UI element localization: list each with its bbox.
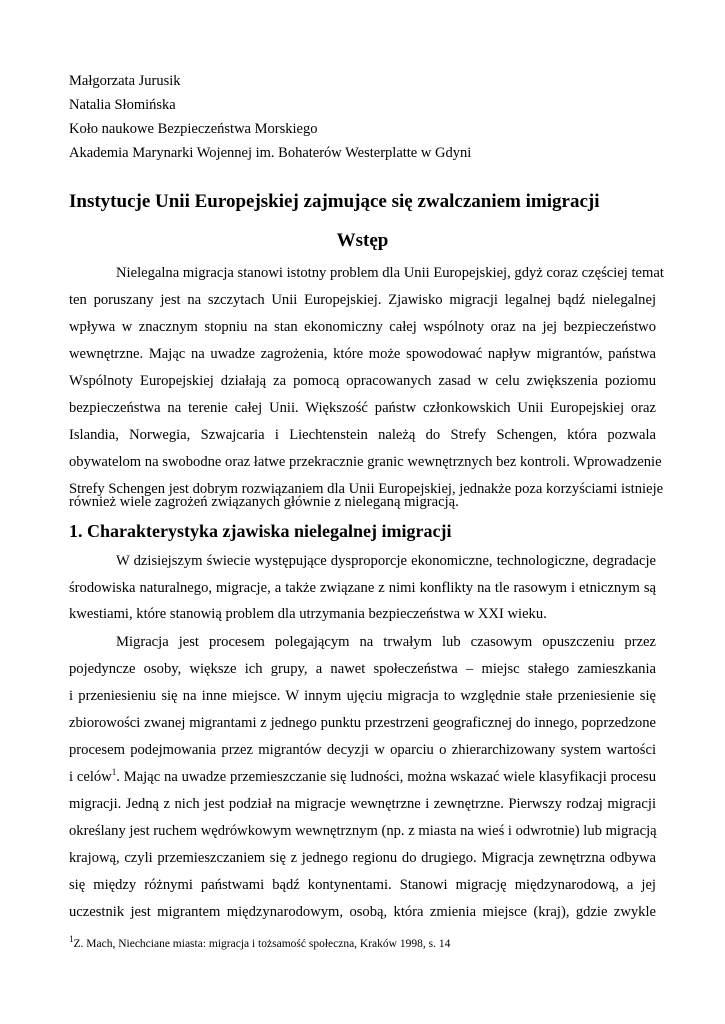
paragraph-line: obywatelom na swobodne oraz łatwe przekracznie granic wewnętrznych bez kontroli. Wprowadzenie	[69, 454, 662, 470]
paragraph-line: uczestnik jest migrantem międzynarodowym, osobą, która zmienia miejsce (kraj), gdzie zwykle	[69, 904, 656, 920]
footnote-text: Z. Mach, Niechciane miasta: migracja i tożsamość społeczna, Kraków 1998, s. 14	[73, 938, 451, 950]
intro-heading: Wstęp	[336, 230, 389, 251]
paragraph-line: Strefy Schengen jest dobrym rozwiązaniem dla Unii Europejskiej, jednakże poza korzyściami istnieje	[69, 481, 664, 497]
paragraph-line: procesem podejmowania przez migrantów decyzji w oparciu o zhierarchizowany system wartości	[69, 742, 656, 758]
document-title: Instytucje Unii Europejskiej zajmujące się zwalczaniem imigracji	[69, 191, 600, 212]
paragraph-line: migracji. Jedną z nich jest podział na migracje wewnętrzne i zewnętrzne. Pierwszy rodzaj migracji	[69, 796, 656, 812]
paragraph-line: W dzisiejszym świecie występujące dysproporcje ekonomiczne, technologiczne, degradacje	[116, 553, 656, 569]
affiliation-club: Koło naukowe Bezpieczeństwa Morskiego	[69, 121, 318, 137]
paragraph-line: również wiele zagrożeń związanych głównie z nieleganą migracją.	[69, 494, 459, 510]
paragraph-line: wewnętrzne. Mając na uwadze zagrożenia, które może spowodować napływ migrantów, państwa	[69, 346, 656, 362]
paragraph-line: krajową, czyli przemieszczaniem się z jednego regionu do drugiego. Migracja zewnętrzna odbywa	[69, 850, 656, 866]
paragraph-line: środowiska naturalnego, migracje, a także związane z nimi konflikty na tle rasowym i etnicznym są	[69, 580, 656, 596]
footnote	[69, 934, 451, 950]
paragraph-line: i przeniesieniu się na inne miejsce. W innym ujęciu migracja to względnie stałe przeniesienie się	[69, 688, 656, 704]
paragraph-line: kwestiami, które stanowią problem dla utrzymania bezpieczeństwa w XXI wieku.	[69, 606, 547, 622]
affiliation-academy: Akademia Marynarki Wojennej im. Bohaterów Westerplatte w Gdyni	[69, 145, 472, 161]
paragraph-line-with-footnote-ref	[69, 767, 656, 787]
paragraph-line: bezpieczeństwa na terenie całej Unii. Większość państw członkowskich Unii Europejskiej oraz	[69, 400, 656, 416]
footnote-ref[interactable]: 1	[111, 767, 117, 778]
line-text-before-ref: i celów	[69, 769, 112, 785]
author-name-2: Natalia Słomińska	[69, 97, 176, 113]
section-heading: 1. Charakterystyka zjawiska nielegalnej imigracji	[69, 521, 452, 541]
author-name-1: Małgorzata Jurusik	[69, 73, 181, 89]
paragraph-line: wpływa w znacznym stopniu na stan ekonomiczny całej wspólnoty oraz na jej bezpieczeństwo	[69, 319, 656, 335]
paragraph-line: Migracja jest procesem polegającym na trwałym lub czasowym opuszczeniu przez	[116, 634, 656, 650]
paragraph-line: Nielegalna migracja stanowi istotny problem dla Unii Europejskiej, gdyż coraz częściej temat	[116, 265, 664, 281]
paragraph-line: pojedyncze osoby, większe ich grupy, a nawet społeczeństwa – miejsc stałego zamieszkania	[69, 661, 656, 677]
paragraph-line: się między różnymi państwami bądź kontynentami. Stanowi migrację międzynarodową, a jej	[69, 877, 656, 893]
paragraph-line: ten poruszany jest na szczytach Unii Europejskiej. Zjawisko migracji legalnej bądź nielegalnej	[69, 292, 656, 308]
line-text-after-ref: . Mając na uwadze przemieszczanie się ludności, można wskazać wiele klasyfikacji procesu	[116, 769, 657, 785]
paragraph-line: Islandia, Norwegia, Szwajcaria i Liechtenstein należą do Strefy Schengen, która pozwala	[69, 427, 656, 443]
footnote-number: 1	[69, 934, 74, 945]
paragraph-line: Wspólnoty Europejskiej działają za pomocą opracowanych zasad w celu zwiększenia poziomu	[69, 373, 656, 389]
paragraph-line: zbiorowości zwanej migrantami z jednego punktu przestrzeni geograficznej do innego, poprzedzone	[69, 715, 656, 731]
paragraph-line: określany jest ruchem wędrówkowym wewnętrznym (np. z miasta na wieś i odwrotnie) lub migracją	[69, 823, 657, 839]
